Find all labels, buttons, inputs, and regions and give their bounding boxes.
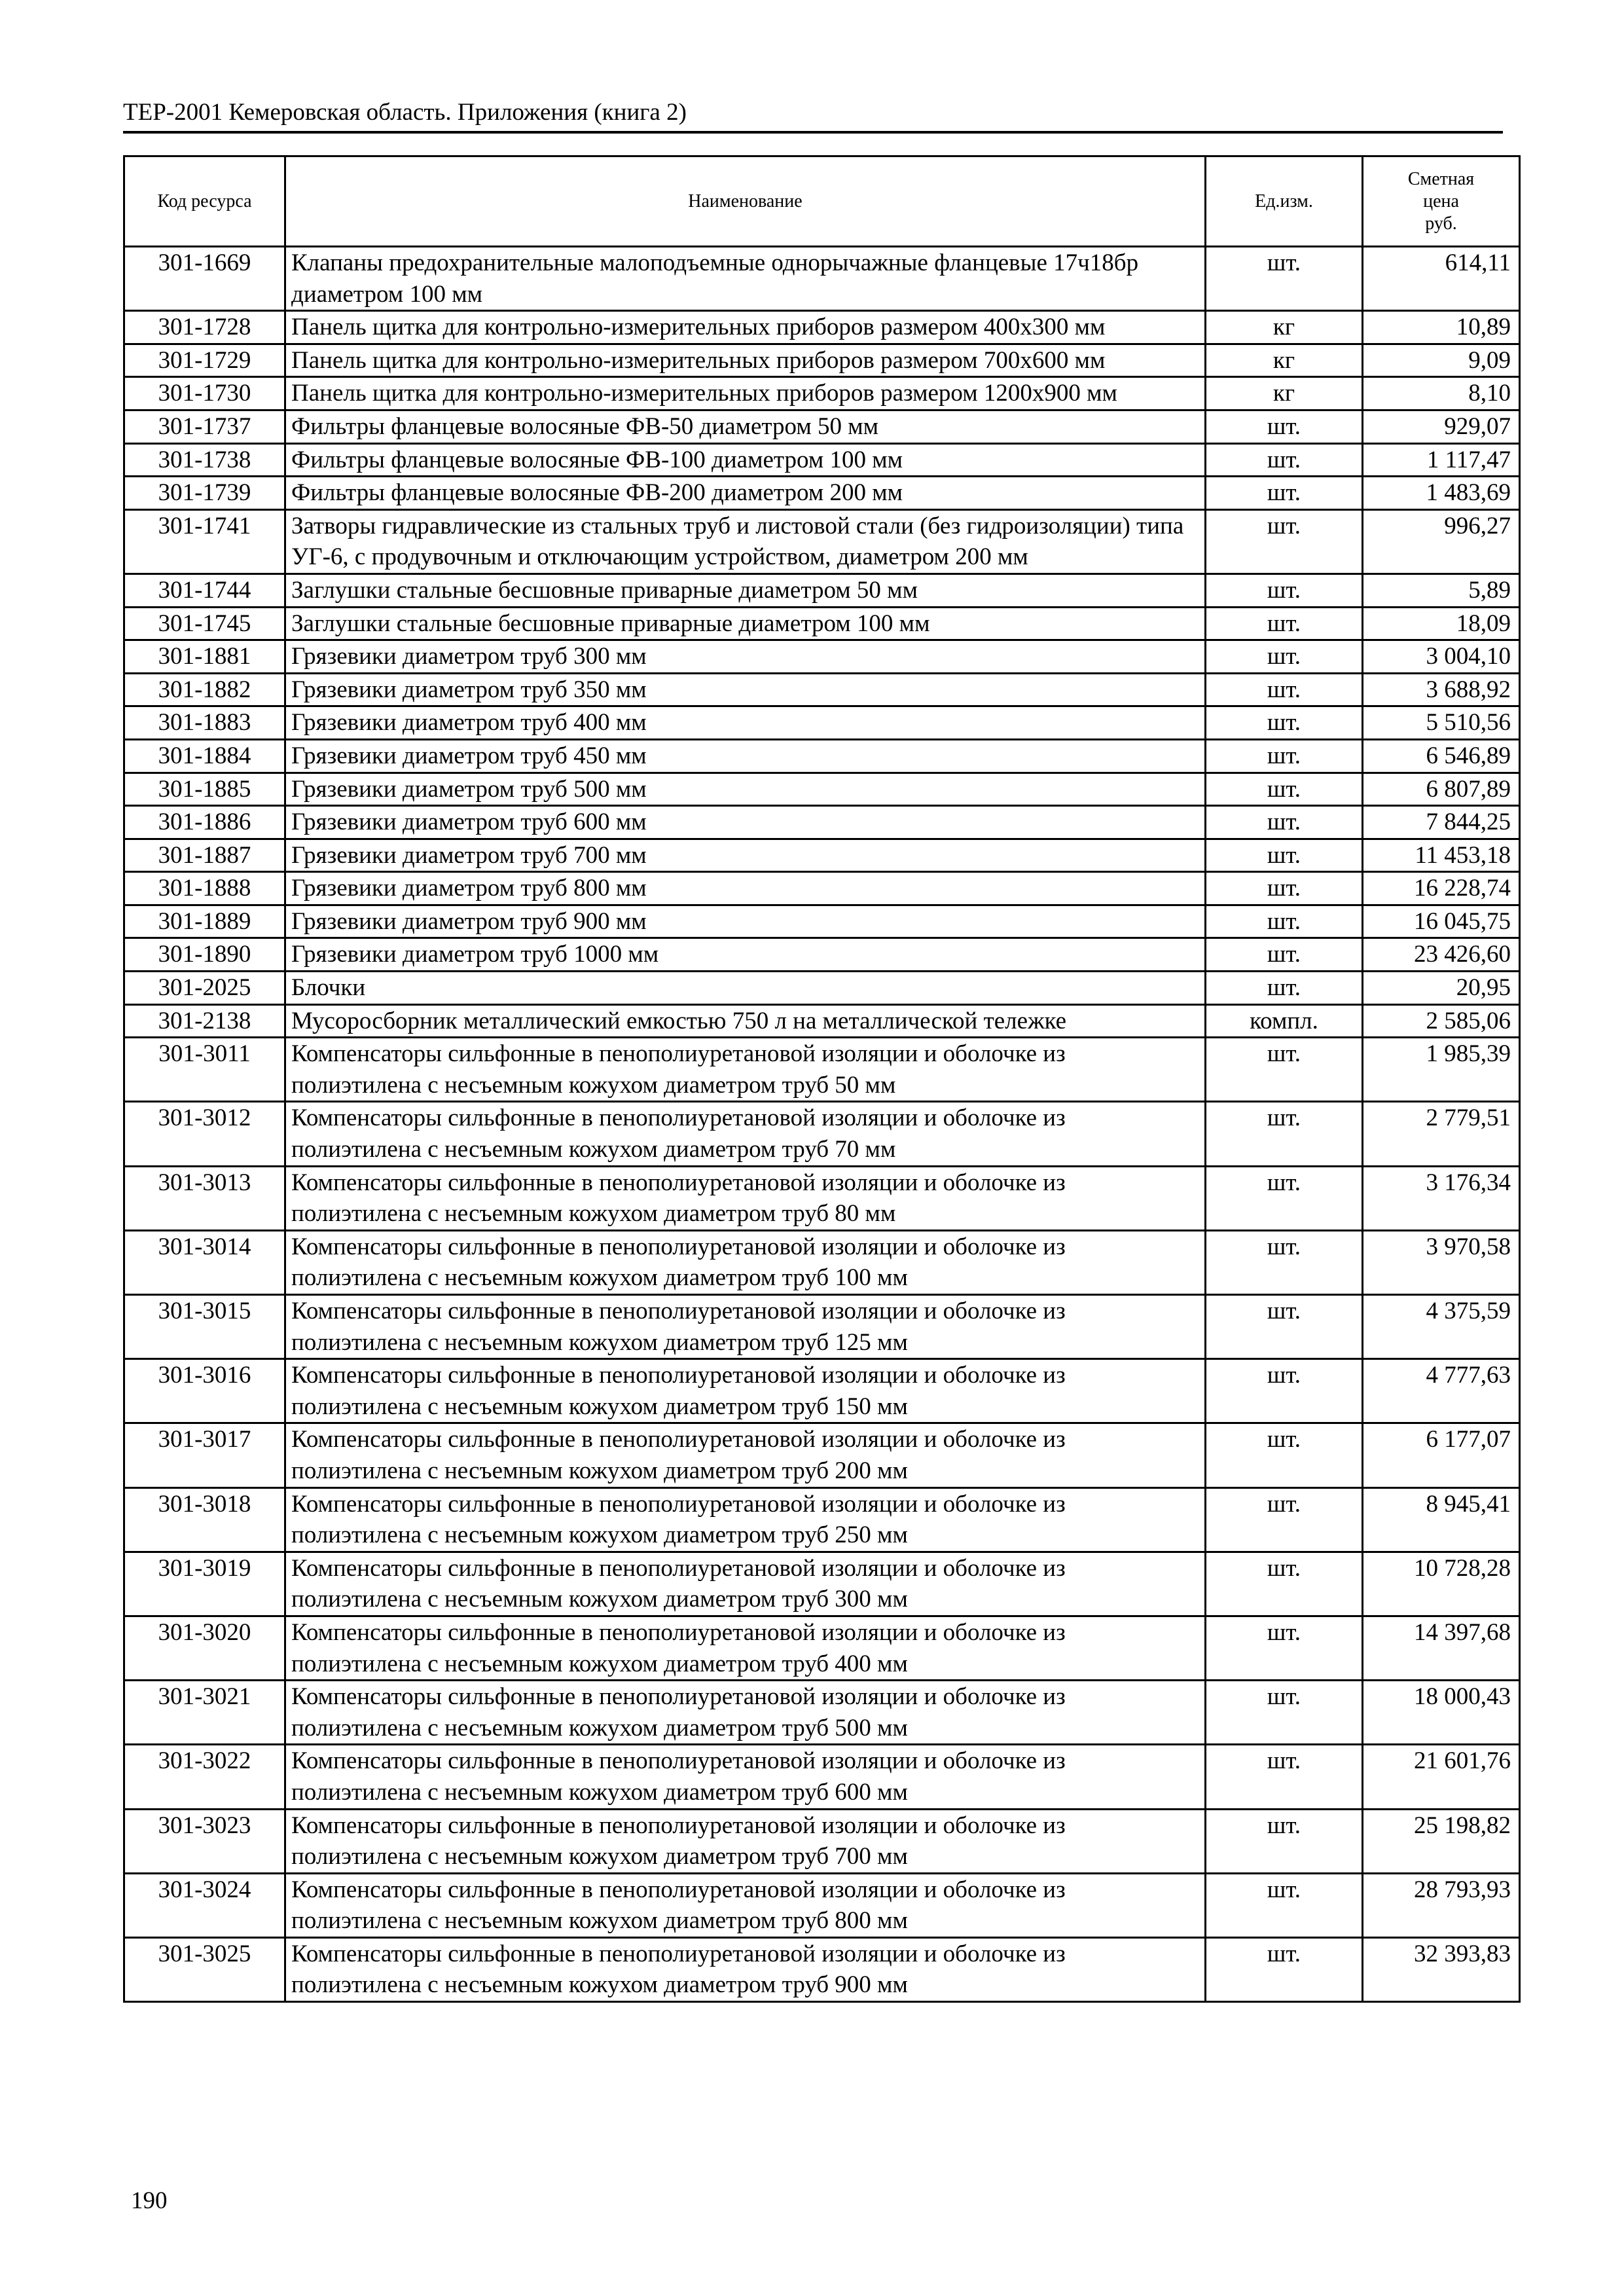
table-row bbox=[124, 1359, 1520, 1423]
price-cell: 1 117,47 bbox=[1363, 443, 1520, 477]
price-cell: 25 198,82 bbox=[1363, 1809, 1520, 1873]
price-cell: 3 970,58 bbox=[1363, 1230, 1520, 1294]
table-row bbox=[124, 806, 1520, 839]
resource-code-cell: 301-1889 bbox=[124, 905, 285, 938]
table-row bbox=[124, 607, 1520, 640]
resource-name-cell: Грязевики диаметром труб 700 мм bbox=[285, 839, 1206, 872]
resource-name-cell: Компенсаторы сильфонные в пенополиуретановой изоляции и оболочке из полиэтилена с несъемным кожухом диаметром труб 500 мм bbox=[285, 1681, 1206, 1745]
price-cell: 14 397,68 bbox=[1363, 1616, 1520, 1680]
unit-cell: шт. bbox=[1206, 640, 1363, 674]
resource-name-cell: Грязевики диаметром труб 800 мм bbox=[285, 872, 1206, 905]
price-cell: 4 375,59 bbox=[1363, 1295, 1520, 1359]
resource-code-cell: 301-3015 bbox=[124, 1295, 285, 1359]
resource-code-cell: 301-3023 bbox=[124, 1809, 285, 1873]
resource-code-cell: 301-3021 bbox=[124, 1681, 285, 1745]
price-cell: 18,09 bbox=[1363, 607, 1520, 640]
resource-name-cell: Фильтры фланцевые волосяные ФВ-200 диаметром 200 мм bbox=[285, 477, 1206, 510]
unit-cell: шт. bbox=[1206, 1359, 1363, 1423]
unit-cell: шт. bbox=[1206, 739, 1363, 773]
unit-cell: шт. bbox=[1206, 1745, 1363, 1809]
unit-cell: шт. bbox=[1206, 1809, 1363, 1873]
table-row bbox=[124, 509, 1520, 574]
page-header bbox=[123, 98, 1503, 134]
price-cell: 3 688,92 bbox=[1363, 673, 1520, 706]
price-cell: 20,95 bbox=[1363, 972, 1520, 1005]
table-row bbox=[124, 1038, 1520, 1102]
resource-name-cell: Компенсаторы сильфонные в пенополиуретановой изоляции и оболочке из полиэтилена с несъемным кожухом диаметром труб 800 мм bbox=[285, 1873, 1206, 1937]
price-cell: 18 000,43 bbox=[1363, 1681, 1520, 1745]
resource-name-cell: Мусоросборник металлический емкостью 750 л на металлической тележке bbox=[285, 1004, 1206, 1038]
resource-code-cell: 301-1669 bbox=[124, 247, 285, 311]
resource-code-cell: 301-1744 bbox=[124, 574, 285, 607]
unit-cell: шт. bbox=[1206, 477, 1363, 510]
table-row bbox=[124, 377, 1520, 410]
price-cell: 16 045,75 bbox=[1363, 905, 1520, 938]
unit-cell: шт. bbox=[1206, 1552, 1363, 1616]
resource-code-cell: 301-3022 bbox=[124, 1745, 285, 1809]
unit-cell: компл. bbox=[1206, 1004, 1363, 1038]
unit-cell: шт. bbox=[1206, 509, 1363, 574]
column-header-code: Код ресурса bbox=[124, 156, 285, 247]
resource-name-cell: Компенсаторы сильфонные в пенополиуретановой изоляции и оболочке из полиэтилена с несъемным кожухом диаметром труб 250 мм bbox=[285, 1487, 1206, 1552]
table-row bbox=[124, 574, 1520, 607]
resource-code-cell: 301-3016 bbox=[124, 1359, 285, 1423]
resource-code-cell: 301-1890 bbox=[124, 938, 285, 972]
price-cell: 21 601,76 bbox=[1363, 1745, 1520, 1809]
resource-name-cell: Заглушки стальные бесшовные приварные диаметром 100 мм bbox=[285, 607, 1206, 640]
unit-cell: шт. bbox=[1206, 773, 1363, 806]
price-cell: 6 807,89 bbox=[1363, 773, 1520, 806]
unit-cell: шт. bbox=[1206, 839, 1363, 872]
resource-name-cell: Затворы гидравлические из стальных труб и листовой стали (без гидроизоляции) типа УГ-6, с продувочным и отключающим устройством, диаметром 200 мм bbox=[285, 509, 1206, 574]
table-row bbox=[124, 344, 1520, 377]
column-header-unit: Ед.изм. bbox=[1206, 156, 1363, 247]
unit-cell: шт. bbox=[1206, 607, 1363, 640]
price-cell: 32 393,83 bbox=[1363, 1937, 1520, 2001]
resource-code-cell: 301-1738 bbox=[124, 443, 285, 477]
table-row bbox=[124, 839, 1520, 872]
unit-cell: кг bbox=[1206, 344, 1363, 377]
table-row bbox=[124, 477, 1520, 510]
price-cell: 5,89 bbox=[1363, 574, 1520, 607]
price-cell: 8 945,41 bbox=[1363, 1487, 1520, 1552]
resource-code-cell: 301-3014 bbox=[124, 1230, 285, 1294]
resource-name-cell: Компенсаторы сильфонные в пенополиуретановой изоляции и оболочке из полиэтилена с несъемным кожухом диаметром труб 600 мм bbox=[285, 1745, 1206, 1809]
resource-code-cell: 301-3011 bbox=[124, 1038, 285, 1102]
unit-cell: шт. bbox=[1206, 1166, 1363, 1230]
price-cell: 5 510,56 bbox=[1363, 706, 1520, 740]
price-table bbox=[123, 155, 1521, 2003]
price-cell: 4 777,63 bbox=[1363, 1359, 1520, 1423]
resource-name-cell: Компенсаторы сильфонные в пенополиуретановой изоляции и оболочке из полиэтилена с несъемным кожухом диаметром труб 150 мм bbox=[285, 1359, 1206, 1423]
resource-name-cell: Грязевики диаметром труб 1000 мм bbox=[285, 938, 1206, 972]
resource-code-cell: 301-3019 bbox=[124, 1552, 285, 1616]
resource-code-cell: 301-1884 bbox=[124, 739, 285, 773]
table-row bbox=[124, 1745, 1520, 1809]
unit-cell: шт. bbox=[1206, 706, 1363, 740]
resource-code-cell: 301-1739 bbox=[124, 477, 285, 510]
price-table-container bbox=[123, 155, 1519, 2003]
resource-name-cell: Компенсаторы сильфонные в пенополиуретановой изоляции и оболочке из полиэтилена с несъемным кожухом диаметром труб 100 мм bbox=[285, 1230, 1206, 1294]
price-cell: 996,27 bbox=[1363, 509, 1520, 574]
table-row bbox=[124, 443, 1520, 477]
resource-code-cell: 301-1737 bbox=[124, 410, 285, 443]
resource-name-cell: Фильтры фланцевые волосяные ФВ-50 диаметром 50 мм bbox=[285, 410, 1206, 443]
column-header-price-line2: цена bbox=[1423, 191, 1459, 211]
resource-name-cell: Панель щитка для контрольно-измерительных приборов размером 700х600 мм bbox=[285, 344, 1206, 377]
unit-cell: шт. bbox=[1206, 1038, 1363, 1102]
resource-code-cell: 301-3024 bbox=[124, 1873, 285, 1937]
resource-name-cell: Грязевики диаметром труб 450 мм bbox=[285, 739, 1206, 773]
resource-code-cell: 301-3025 bbox=[124, 1937, 285, 2001]
unit-cell: шт. bbox=[1206, 574, 1363, 607]
resource-name-cell: Компенсаторы сильфонные в пенополиуретановой изоляции и оболочке из полиэтилена с несъемным кожухом диаметром труб 200 мм bbox=[285, 1423, 1206, 1487]
table-row bbox=[124, 247, 1520, 311]
unit-cell: шт. bbox=[1206, 1681, 1363, 1745]
price-cell: 28 793,93 bbox=[1363, 1873, 1520, 1937]
resource-name-cell: Компенсаторы сильфонные в пенополиуретановой изоляции и оболочке из полиэтилена с несъемным кожухом диаметром труб 125 мм bbox=[285, 1295, 1206, 1359]
resource-name-cell: Панель щитка для контрольно-измерительных приборов размером 1200х900 мм bbox=[285, 377, 1206, 410]
unit-cell: кг bbox=[1206, 311, 1363, 344]
table-row bbox=[124, 311, 1520, 344]
resource-code-cell: 301-1741 bbox=[124, 509, 285, 574]
column-header-price bbox=[1363, 156, 1520, 247]
unit-cell: шт. bbox=[1206, 1423, 1363, 1487]
resource-name-cell: Грязевики диаметром труб 600 мм bbox=[285, 806, 1206, 839]
price-cell: 3 004,10 bbox=[1363, 640, 1520, 674]
resource-code-cell: 301-3017 bbox=[124, 1423, 285, 1487]
table-row bbox=[124, 1616, 1520, 1680]
resource-name-cell: Компенсаторы сильфонные в пенополиуретановой изоляции и оболочке из полиэтилена с несъемным кожухом диаметром труб 400 мм bbox=[285, 1616, 1206, 1680]
table-row bbox=[124, 972, 1520, 1005]
resource-code-cell: 301-2025 bbox=[124, 972, 285, 1005]
resource-name-cell: Компенсаторы сильфонные в пенополиуретановой изоляции и оболочке из полиэтилена с несъемным кожухом диаметром труб 50 мм bbox=[285, 1038, 1206, 1102]
price-cell: 6 546,89 bbox=[1363, 739, 1520, 773]
resource-code-cell: 301-3013 bbox=[124, 1166, 285, 1230]
resource-code-cell: 301-1887 bbox=[124, 839, 285, 872]
column-header-name: Наименование bbox=[285, 156, 1206, 247]
unit-cell: шт. bbox=[1206, 972, 1363, 1005]
price-cell: 614,11 bbox=[1363, 247, 1520, 311]
table-row bbox=[124, 1230, 1520, 1294]
unit-cell: шт. bbox=[1206, 443, 1363, 477]
unit-cell: шт. bbox=[1206, 872, 1363, 905]
page-title: ТЕР-2001 Кемеровская область. Приложения (книга 2) bbox=[123, 99, 687, 126]
unit-cell: шт. bbox=[1206, 1295, 1363, 1359]
resource-code-cell: 301-3012 bbox=[124, 1102, 285, 1166]
resource-code-cell: 301-1881 bbox=[124, 640, 285, 674]
resource-code-cell: 301-1885 bbox=[124, 773, 285, 806]
table-row bbox=[124, 773, 1520, 806]
price-cell: 2 585,06 bbox=[1363, 1004, 1520, 1038]
table-row bbox=[124, 905, 1520, 938]
resource-code-cell: 301-1883 bbox=[124, 706, 285, 740]
price-cell: 1 985,39 bbox=[1363, 1038, 1520, 1102]
table-header-row bbox=[124, 156, 1520, 247]
price-cell: 929,07 bbox=[1363, 410, 1520, 443]
resource-code-cell: 301-1886 bbox=[124, 806, 285, 839]
price-cell: 23 426,60 bbox=[1363, 938, 1520, 972]
unit-cell: шт. bbox=[1206, 938, 1363, 972]
price-cell: 2 779,51 bbox=[1363, 1102, 1520, 1166]
resource-code-cell: 301-2138 bbox=[124, 1004, 285, 1038]
table-row bbox=[124, 1102, 1520, 1166]
resource-code-cell: 301-3020 bbox=[124, 1616, 285, 1680]
table-row bbox=[124, 938, 1520, 972]
resource-name-cell: Грязевики диаметром труб 400 мм bbox=[285, 706, 1206, 740]
table-row bbox=[124, 1166, 1520, 1230]
resource-name-cell: Грязевики диаметром труб 350 мм bbox=[285, 673, 1206, 706]
unit-cell: шт. bbox=[1206, 1616, 1363, 1680]
unit-cell: шт. bbox=[1206, 1487, 1363, 1552]
price-cell: 16 228,74 bbox=[1363, 872, 1520, 905]
table-row bbox=[124, 1681, 1520, 1745]
unit-cell: шт. bbox=[1206, 1937, 1363, 2001]
resource-name-cell: Компенсаторы сильфонные в пенополиуретановой изоляции и оболочке из полиэтилена с несъемным кожухом диаметром труб 300 мм bbox=[285, 1552, 1206, 1616]
resource-name-cell: Фильтры фланцевые волосяные ФВ-100 диаметром 100 мм bbox=[285, 443, 1206, 477]
table-row bbox=[124, 1295, 1520, 1359]
price-cell: 10 728,28 bbox=[1363, 1552, 1520, 1616]
price-cell: 8,10 bbox=[1363, 377, 1520, 410]
resource-name-cell: Грязевики диаметром труб 900 мм bbox=[285, 905, 1206, 938]
unit-cell: шт. bbox=[1206, 1230, 1363, 1294]
unit-cell: кг bbox=[1206, 377, 1363, 410]
table-row bbox=[124, 1423, 1520, 1487]
table-row bbox=[124, 1552, 1520, 1616]
resource-code-cell: 301-1729 bbox=[124, 344, 285, 377]
price-cell: 3 176,34 bbox=[1363, 1166, 1520, 1230]
resource-name-cell: Грязевики диаметром труб 300 мм bbox=[285, 640, 1206, 674]
price-cell: 10,89 bbox=[1363, 311, 1520, 344]
table-row bbox=[124, 1004, 1520, 1038]
resource-name-cell: Панель щитка для контрольно-измерительных приборов размером 400х300 мм bbox=[285, 311, 1206, 344]
price-cell: 7 844,25 bbox=[1363, 806, 1520, 839]
price-cell: 9,09 bbox=[1363, 344, 1520, 377]
column-header-price-line3: руб. bbox=[1425, 213, 1457, 234]
unit-cell: шт. bbox=[1206, 806, 1363, 839]
table-body bbox=[124, 247, 1520, 2002]
table-header bbox=[124, 156, 1520, 247]
resource-name-cell: Заглушки стальные бесшовные приварные диаметром 50 мм bbox=[285, 574, 1206, 607]
resource-name-cell: Компенсаторы сильфонные в пенополиуретановой изоляции и оболочке из полиэтилена с несъемным кожухом диаметром труб 70 мм bbox=[285, 1102, 1206, 1166]
column-header-price-line1: Сметная bbox=[1407, 168, 1475, 189]
resource-code-cell: 301-1730 bbox=[124, 377, 285, 410]
price-cell: 1 483,69 bbox=[1363, 477, 1520, 510]
resource-code-cell: 301-3018 bbox=[124, 1487, 285, 1552]
resource-name-cell: Блочки bbox=[285, 972, 1206, 1005]
resource-name-cell: Компенсаторы сильфонные в пенополиуретановой изоляции и оболочке из полиэтилена с несъемным кожухом диаметром труб 900 мм bbox=[285, 1937, 1206, 2001]
table-row bbox=[124, 1873, 1520, 1937]
table-row bbox=[124, 673, 1520, 706]
page-number: 190 bbox=[131, 2187, 168, 2214]
unit-cell: шт. bbox=[1206, 410, 1363, 443]
unit-cell: шт. bbox=[1206, 1102, 1363, 1166]
unit-cell: шт. bbox=[1206, 1873, 1363, 1937]
resource-code-cell: 301-1882 bbox=[124, 673, 285, 706]
table-row bbox=[124, 739, 1520, 773]
table-row bbox=[124, 1809, 1520, 1873]
table-row bbox=[124, 872, 1520, 905]
resource-name-cell: Грязевики диаметром труб 500 мм bbox=[285, 773, 1206, 806]
unit-cell: шт. bbox=[1206, 673, 1363, 706]
price-cell: 11 453,18 bbox=[1363, 839, 1520, 872]
unit-cell: шт. bbox=[1206, 247, 1363, 311]
table-row bbox=[124, 706, 1520, 740]
table-row bbox=[124, 410, 1520, 443]
resource-code-cell: 301-1888 bbox=[124, 872, 285, 905]
unit-cell: шт. bbox=[1206, 905, 1363, 938]
resource-name-cell: Компенсаторы сильфонные в пенополиуретановой изоляции и оболочке из полиэтилена с несъемным кожухом диаметром труб 80 мм bbox=[285, 1166, 1206, 1230]
price-cell: 6 177,07 bbox=[1363, 1423, 1520, 1487]
resource-name-cell: Клапаны предохранительные малоподъемные однорычажные фланцевые 17ч18бр диаметром 100 мм bbox=[285, 247, 1206, 311]
resource-code-cell: 301-1728 bbox=[124, 311, 285, 344]
resource-name-cell: Компенсаторы сильфонные в пенополиуретановой изоляции и оболочке из полиэтилена с несъемным кожухом диаметром труб 700 мм bbox=[285, 1809, 1206, 1873]
resource-code-cell: 301-1745 bbox=[124, 607, 285, 640]
table-row bbox=[124, 640, 1520, 674]
table-row bbox=[124, 1487, 1520, 1552]
table-row bbox=[124, 1937, 1520, 2001]
